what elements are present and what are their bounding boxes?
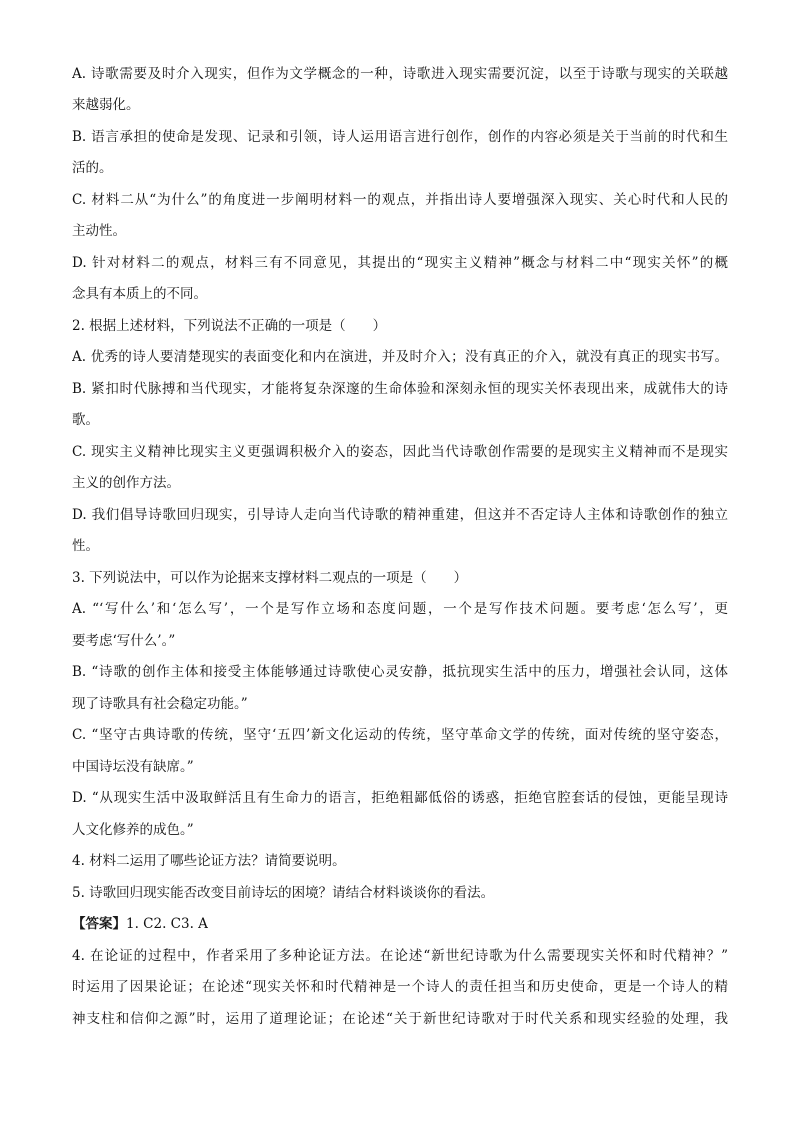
- text-line: A. 诗歌需要及时介入现实，但作为文学概念的一种，诗歌进入现实需要沉淀，以至于诗歌与现实的关联越: [72, 66, 728, 82]
- answer-line: [72, 914, 728, 934]
- answer-tag: 【答案】: [72, 916, 126, 932]
- text-line: B. 紧扣时代脉搏和当代现实，才能将复杂深邃的生命体验和深刻永恒的现实关怀表现出来，成就伟大的诗: [72, 381, 728, 397]
- question-3: 3. 下列说法中，可以作为论据来支撑材料二观点的一项是（ ）: [72, 570, 468, 586]
- text-line: C. “坚守古典诗歌的传统，坚守‘五四’新文化运动的传统，坚守革命文学的传统，面对传统的坚守姿态，: [72, 727, 728, 743]
- text-line: 4. 在论证的过程中，作者采用了多种论证方法。在论述“新世纪诗歌为什么需要现实关怀和时代精神？”: [72, 948, 728, 964]
- text-line: C. 材料二从“为什么”的角度进一步阐明材料一的观点，并指出诗人要增强深入现实、关心时代和人民的: [72, 192, 728, 208]
- text-line: 神支柱和信仰之源”时，运用了道理论证；在论述“关于新世纪诗歌对于时代关系和现实经验的处理，我: [72, 1011, 728, 1027]
- text-line: D. 针对材料二的观点，材料三有不同意见，其提出的“现实主义精神”概念与材料二中“现实关怀”的概: [72, 255, 728, 271]
- question-4: 4. 材料二运用了哪些论证方法？请简要说明。: [72, 853, 346, 869]
- text-line: 性。: [72, 538, 99, 554]
- text-line: 主义的创作方法。: [72, 475, 180, 491]
- text-line: 活的。: [72, 160, 113, 176]
- text-line: 念具有本质上的不同。: [72, 286, 207, 302]
- text-line: 现了诗歌具有社会稳定功能。”: [72, 696, 248, 712]
- text-line: 时运用了因果论证；在论述“现实关怀和时代精神是一个诗人的责任担当和历史使命，更是一个诗人的精: [72, 979, 728, 995]
- text-line: 人文化修养的成色。”: [72, 822, 194, 838]
- answer-text: 1. C2. C3. A: [126, 916, 208, 932]
- text-line: D. “从现实生活中汲取鲜活且有生命力的语言，拒绝粗鄙低俗的诱惑，拒绝官腔套话的侵蚀，更能呈现诗: [72, 790, 728, 806]
- question-2: 2. 根据上述材料，下列说法不正确的一项是（ ）: [72, 318, 387, 334]
- question-5: 5. 诗歌回归现实能否改变目前诗坛的困境？请结合材料谈谈你的看法。: [72, 885, 495, 901]
- text-line: D. 我们倡导诗歌回归现实，引导诗人走向当代诗歌的精神重建，但这并不否定诗人主体和诗歌创作的独立: [72, 507, 728, 523]
- text-line: 要考虑‘写什么’。”: [72, 633, 176, 649]
- text-line: 中国诗坛没有缺席。”: [72, 759, 194, 775]
- text-line: 来越弱化。: [72, 97, 140, 113]
- text-line: C. 现实主义精神比现实主义更强调积极介入的姿态，因此当代诗歌创作需要的是现实主义精神而不是现实: [72, 444, 728, 460]
- text-line: B. “诗歌的创作主体和接受主体能够通过诗歌使心灵安静，抵抗现实生活中的压力，增强社会认同，这体: [72, 664, 728, 680]
- text-line: B. 语言承担的使命是发现、记录和引领，诗人运用语言进行创作，创作的内容必须是关于当前的时代和生: [72, 129, 728, 145]
- text-line: 主动性。: [72, 223, 126, 239]
- text-line: A. “‘写什么’和‘怎么写’，一个是写作立场和态度问题，一个是写作技术问题。要考虑‘怎么写’，更: [72, 601, 728, 617]
- text-line: 歌。: [72, 412, 99, 428]
- text-line: A. 优秀的诗人要清楚现实的表面变化和内在演进，并及时介入；没有真正的介入，就没有真正的现实书写。: [72, 349, 728, 365]
